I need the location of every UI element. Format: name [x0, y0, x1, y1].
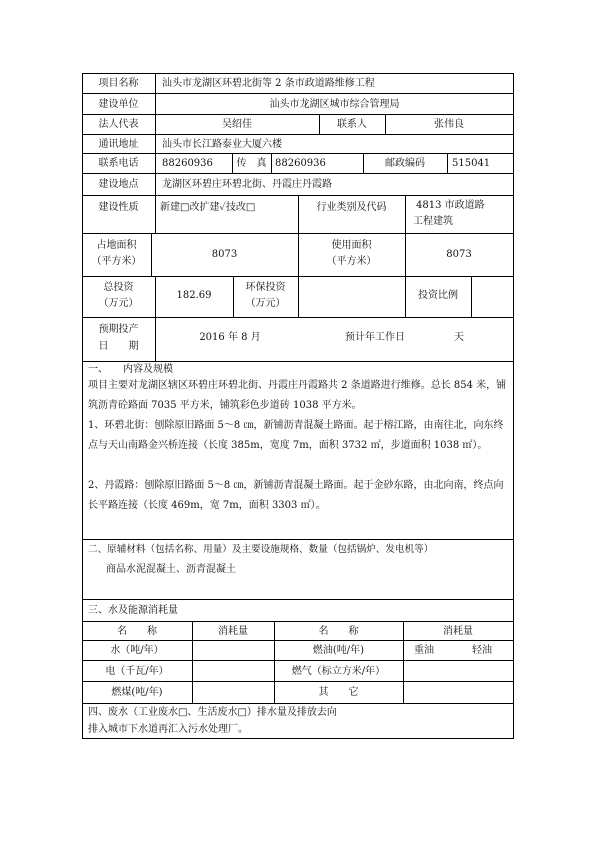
project-name-label: 项目名称 [98, 78, 139, 89]
rule [82, 703, 514, 704]
section1-paragraph: 2、丹霞路：刨除原旧路面 5～8 ㎝，新铺沥青混凝土路面。起于金砂东路，由北向南，终点向长平路连接（长度 469m，宽 7m，面积 3303 ㎡）。 [88, 480, 504, 511]
gas-label: 燃气（标立方米/年） [291, 666, 386, 677]
rule [82, 173, 514, 174]
fax-label: 传 真 [236, 158, 267, 169]
rule [82, 93, 514, 94]
section2-heading: 二、原辅材料（包括名称、用量）及主要设施规格、数量（包括锅炉、发电机等） [88, 544, 434, 555]
project-name: 汕头市龙湖区环碧北街等 2 条市政道路维修工程 [162, 78, 375, 89]
electricity-label: 电（千瓦/年） [105, 666, 169, 677]
rule [82, 660, 514, 661]
rule [155, 73, 156, 233]
use-area-value: 8073 [446, 249, 472, 260]
address-label: 通讯地址 [98, 139, 139, 150]
section2-text: 商品水泥混凝土、沥青混凝土 [106, 564, 236, 575]
section4-text: 排入城市下水道再汇入污水处理厂。 [88, 724, 248, 735]
contact-label: 联系人 [337, 119, 367, 130]
col-name-header: 名 称 [117, 626, 157, 637]
rule [82, 621, 514, 622]
invest-ratio-label: 投资比例 [418, 290, 458, 301]
invest-label-unit: （万元） [98, 298, 139, 309]
col-amount-header: 消耗量 [443, 626, 473, 637]
area-label-unit: （平方米） [91, 256, 142, 267]
use-area-label-unit: （平方米） [326, 256, 377, 267]
rule [298, 276, 299, 317]
unit-value: 汕头市龙湖区城市综合管理局 [269, 99, 400, 110]
area-label: 占地面积 [96, 240, 137, 251]
rule [405, 195, 406, 233]
location-label: 建设地点 [98, 179, 139, 190]
rule [82, 361, 514, 362]
phone-value: 88260936 [162, 158, 213, 169]
col-name-header: 名 称 [318, 626, 359, 637]
env-invest-label: 环保投资 [245, 282, 286, 293]
nature-value: 新建□改扩建✓技改□ [160, 202, 256, 213]
industry-value-line1: 4813 市政道路 [416, 200, 485, 211]
legal-rep-value: 吴绍佳 [222, 119, 252, 130]
heavy-oil-label: 重油 [414, 645, 434, 656]
use-area-label: 使用面积 [331, 240, 372, 251]
rule [82, 153, 514, 154]
rule [82, 317, 514, 318]
section1-paragraph: 项目主要对龙湖区辖区环碧庄环碧北街、丹霞庄丹霞路共 2 条道路进行维修。总长 854 米，铺筑沥青砼路面 7035 平方米，铺筑彩色步道砖 1038 平方米。 [88, 380, 507, 411]
phone-label: 联系电话 [98, 158, 139, 169]
workdays-label: 预计年工作日 [345, 332, 405, 343]
rule [82, 539, 514, 540]
rule [82, 681, 514, 682]
location-value: 龙湖区环碧庄环碧北街、丹霞庄丹霞路 [162, 179, 332, 190]
prod-date-label-2: 日 期 [98, 341, 139, 352]
rule [82, 134, 514, 135]
rule [82, 73, 514, 74]
fuel-oil-label: 燃油(吨/年) [312, 645, 365, 656]
industry-label: 行业类别及代码 [316, 202, 387, 213]
unit-label: 建设单位 [98, 99, 139, 110]
area-value: 8073 [211, 249, 238, 260]
invest-label: 总投资 [103, 282, 134, 293]
other-label: 其 它 [318, 687, 359, 698]
rule [513, 73, 514, 738]
light-oil-label: 轻油 [472, 645, 492, 656]
legal-rep-label: 法人代表 [98, 119, 139, 130]
section3-heading: 三、水及能源消耗量 [88, 605, 178, 616]
prod-date-value: 2016 年 8 月 [199, 332, 261, 343]
section1-heading: 一、 内容及规模 [88, 364, 173, 375]
workdays-unit: 天 [454, 332, 464, 343]
section4-heading: 四、废水（工业废水□、生活废水□）排水量及排放去向 [88, 707, 337, 718]
postcode-label: 邮政编码 [385, 158, 425, 169]
invest-value: 182.69 [176, 290, 212, 301]
rule [82, 738, 514, 739]
address-value: 汕头市长江路泰业大厦六楼 [162, 139, 282, 150]
rule [82, 114, 514, 115]
industry-value-line2: 工程建筑 [413, 216, 453, 227]
env-invest-label-unit: （万元） [245, 298, 286, 309]
rule [82, 640, 514, 641]
water-label: 水（吨/年） [110, 645, 164, 656]
fax-value: 88260936 [275, 158, 326, 169]
contact-value: 张伟良 [434, 119, 464, 130]
coal-label: 燃煤(吨/年) [111, 687, 163, 698]
rule [82, 599, 514, 600]
section1-paragraph: 1、环碧北街：刨除原旧路面 5～8 ㎝，新铺沥青混凝土路面。起于榕江路，由南往北，向东终点与天山南路金兴桥连接（长度 385m，宽度 7m，面积 3732 ㎡，步道面积 1038 ㎡）。 [88, 420, 504, 451]
postcode-value: 515041 [452, 158, 491, 169]
nature-label: 建设性质 [98, 202, 139, 213]
rule [471, 276, 472, 317]
col-amount-header: 消耗量 [218, 626, 248, 637]
rule [447, 153, 448, 173]
prod-date-label: 预期投产 [98, 324, 139, 335]
rule [271, 153, 272, 173]
env-assessment-form [82, 73, 514, 738]
